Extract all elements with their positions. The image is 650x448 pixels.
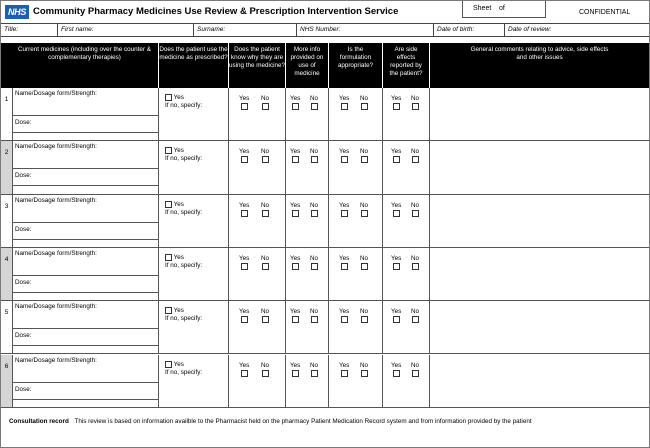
formulation-yes-checkbox[interactable] (341, 210, 348, 217)
side-effects-no-label: No (411, 361, 420, 369)
consultation-record-text: This review is based on information availble to the Pharmacist held on the pharmacy Patient Medication Record system and from information provided by the patient (74, 418, 532, 425)
side-effects-no-checkbox[interactable] (412, 370, 419, 377)
col-current-medicines: Current medicines (including over the counter & complementary therapies) (17, 46, 151, 61)
row-divider (12, 168, 158, 169)
table-header (1, 43, 649, 88)
column-divider (382, 355, 383, 407)
row-divider (12, 328, 158, 329)
more-info-yes-label: Yes (290, 361, 301, 369)
know-why-no-label: No (261, 148, 270, 156)
know-why-yes-label: Yes (239, 148, 250, 156)
comments-field[interactable] (430, 195, 648, 247)
more-info-yes-checkbox[interactable] (292, 263, 299, 270)
row-divider (12, 115, 158, 116)
know-why-no-checkbox[interactable] (262, 103, 269, 110)
know-why-no-label: No (261, 361, 270, 369)
row-divider (12, 275, 158, 276)
comments-field[interactable] (430, 355, 648, 407)
title-field[interactable]: Title: (4, 26, 19, 33)
side-effects-yes-checkbox[interactable] (393, 263, 400, 270)
formulation-no-label: No (360, 361, 369, 369)
know-why-yes-checkbox[interactable] (241, 263, 248, 270)
yes-label: Yes (173, 200, 184, 208)
column-divider (158, 141, 159, 193)
medicine-dose-field[interactable]: Dose: (15, 278, 32, 286)
if-no-label: If no, specify: (165, 368, 203, 376)
know-why-yes-label: Yes (239, 201, 250, 209)
column-divider (228, 301, 229, 353)
row-number: 5 (4, 309, 9, 317)
formulation-no-checkbox[interactable] (361, 316, 368, 323)
column-divider (285, 195, 286, 247)
as-prescribed-yes-checkbox[interactable] (165, 307, 172, 314)
more-info-no-label: No (310, 254, 319, 262)
formulation-yes-label: Yes (339, 148, 350, 156)
formulation-no-checkbox[interactable] (361, 263, 368, 270)
comments-field[interactable] (430, 141, 648, 193)
side-effects-no-label: No (411, 254, 420, 262)
col-as-prescribed: Does the patient use the medicine as prescribed? (158, 43, 228, 88)
formulation-yes-checkbox[interactable] (341, 156, 348, 163)
row-divider (12, 292, 158, 293)
formulation-no-label: No (360, 254, 369, 262)
side-effects-yes-checkbox[interactable] (393, 156, 400, 163)
know-why-yes-checkbox[interactable] (241, 316, 248, 323)
date-of-review-field[interactable]: Date of review: (504, 24, 649, 36)
column-divider (228, 195, 229, 247)
column-divider (285, 248, 286, 300)
formulation-yes-label: Yes (339, 254, 350, 262)
as-prescribed-group (165, 94, 202, 110)
first-name-field[interactable]: First name: (57, 24, 193, 36)
side-effects-no-label: No (411, 95, 420, 102)
more-info-yes-checkbox[interactable] (292, 210, 299, 217)
column-divider (285, 355, 286, 407)
know-why-yes-label: Yes (239, 308, 250, 316)
column-divider (328, 195, 329, 247)
side-effects-no-checkbox[interactable] (412, 210, 419, 217)
know-why-yes-checkbox[interactable] (241, 156, 248, 163)
row-number: 3 (4, 202, 9, 210)
know-why-no-checkbox[interactable] (262, 263, 269, 270)
patient-info-row (1, 23, 649, 37)
col-side-effects: Are side effects reported by the patient? (382, 43, 429, 88)
formulation-no-label: No (360, 308, 369, 316)
more-info-yes-label: Yes (290, 201, 301, 209)
col-know-why: Does the patient know why they are using the medicine? (228, 43, 285, 88)
medicine-dose-field[interactable]: Dose: (15, 119, 32, 126)
table-row (1, 88, 649, 141)
sheet-label: Sheet (473, 5, 492, 12)
more-info-yes-checkbox[interactable] (292, 316, 299, 323)
know-why-yes-label: Yes (239, 361, 250, 369)
table-row (1, 248, 649, 301)
column-divider (328, 248, 329, 300)
table-row (1, 301, 649, 354)
row-divider (12, 239, 158, 240)
if-no-label: If no, specify: (165, 315, 203, 323)
consultation-record-label: Consultation record (9, 418, 69, 425)
more-info-no-checkbox[interactable] (311, 103, 318, 110)
know-why-no-checkbox[interactable] (262, 316, 269, 323)
formulation-yes-checkbox[interactable] (341, 316, 348, 323)
more-info-no-label: No (310, 201, 319, 209)
row-divider (12, 185, 158, 186)
as-prescribed-group (165, 307, 202, 323)
know-why-no-label: No (261, 308, 270, 316)
row-divider (12, 382, 158, 383)
column-divider (382, 248, 383, 300)
column-divider (158, 195, 159, 247)
column-divider (285, 141, 286, 193)
more-info-yes-label: Yes (290, 148, 301, 156)
know-why-yes-label: Yes (239, 254, 250, 262)
formulation-yes-label: Yes (339, 201, 350, 209)
column-divider (228, 88, 229, 140)
know-why-yes-checkbox[interactable] (241, 103, 248, 110)
more-info-no-label: No (310, 95, 319, 102)
side-effects-yes-checkbox[interactable] (393, 210, 400, 217)
more-info-no-checkbox[interactable] (311, 370, 318, 377)
as-prescribed-yes-checkbox[interactable] (165, 147, 172, 154)
formulation-no-label: No (360, 148, 369, 156)
side-effects-yes-label: Yes (391, 95, 402, 102)
column-divider (285, 301, 286, 353)
formulation-yes-checkbox[interactable] (341, 263, 348, 270)
column-divider (158, 248, 159, 300)
sheet-number-box[interactable] (462, 1, 546, 18)
medicine-name-field[interactable]: Name/Dosage form/Strength: (15, 90, 97, 97)
yes-label: Yes (173, 94, 184, 102)
formulation-yes-label: Yes (339, 361, 350, 369)
surname-field[interactable]: Surname: (193, 24, 296, 36)
row-divider (12, 345, 158, 346)
side-effects-yes-label: Yes (391, 308, 402, 316)
table-row (1, 141, 649, 194)
formulation-yes-label: Yes (339, 308, 350, 316)
side-effects-yes-label: Yes (391, 254, 402, 262)
formulation-yes-checkbox[interactable] (341, 103, 348, 110)
yes-label: Yes (173, 147, 184, 155)
side-effects-no-checkbox[interactable] (412, 156, 419, 163)
comments-field[interactable] (430, 301, 648, 353)
side-effects-no-checkbox[interactable] (412, 103, 419, 110)
row-number: 4 (1, 248, 12, 300)
row-number: 2 (1, 141, 12, 193)
comments-field[interactable] (430, 248, 648, 300)
as-prescribed-group (165, 201, 202, 217)
if-no-label: If no, specify: (165, 262, 203, 270)
formulation-no-checkbox[interactable] (361, 210, 368, 217)
formulation-no-checkbox[interactable] (361, 370, 368, 377)
more-info-yes-checkbox[interactable] (292, 370, 299, 377)
more-info-no-checkbox[interactable] (311, 210, 318, 217)
formulation-yes-checkbox[interactable] (341, 370, 348, 377)
more-info-no-checkbox[interactable] (311, 263, 318, 270)
yes-label: Yes (173, 254, 184, 262)
column-divider (158, 301, 159, 353)
medicine-name-field[interactable]: Name/Dosage form/Strength: (15, 249, 97, 257)
if-no-label: If no, specify: (165, 102, 203, 110)
know-why-no-checkbox[interactable] (262, 370, 269, 377)
side-effects-no-checkbox[interactable] (412, 316, 419, 323)
more-info-no-label: No (310, 361, 319, 369)
column-divider (328, 301, 329, 353)
formulation-no-label: No (360, 201, 369, 209)
side-effects-yes-checkbox[interactable] (393, 316, 400, 323)
of-label: of (499, 5, 505, 12)
comments-field[interactable] (430, 88, 648, 140)
more-info-yes-label: Yes (290, 95, 301, 102)
side-effects-no-checkbox[interactable] (412, 263, 419, 270)
row-divider (12, 132, 158, 133)
side-effects-no-label: No (411, 148, 420, 156)
formulation-no-checkbox[interactable] (361, 103, 368, 110)
col-more-info: More info provided on use of medicine (285, 43, 328, 88)
if-no-label: If no, specify: (165, 155, 203, 163)
as-prescribed-group (165, 147, 202, 163)
more-info-yes-checkbox[interactable] (292, 103, 299, 110)
col-comments: General comments relating to advice, side effects and other issues (429, 43, 649, 88)
side-effects-no-label: No (411, 201, 420, 209)
form-title: Community Pharmacy Medicines Use Review & Prescription Intervention Service (33, 6, 399, 17)
as-prescribed-yes-checkbox[interactable] (165, 94, 172, 101)
more-info-no-label: No (310, 308, 319, 316)
table-row (1, 195, 649, 248)
column-divider (228, 355, 229, 407)
as-prescribed-group (165, 361, 202, 377)
more-info-no-checkbox[interactable] (311, 316, 318, 323)
medicine-name-field[interactable]: Name/Dosage form/Strength: (15, 303, 97, 311)
column-divider (285, 88, 286, 140)
column-divider (382, 195, 383, 247)
formulation-yes-label: Yes (339, 95, 350, 102)
know-why-no-label: No (261, 254, 270, 262)
as-prescribed-yes-checkbox[interactable] (165, 254, 172, 261)
table-row (1, 355, 649, 408)
know-why-no-label: No (261, 201, 270, 209)
medicine-name-field[interactable]: Name/Dosage form/Strength: (15, 356, 97, 364)
column-divider (228, 141, 229, 193)
confidential-label: CONFIDENTIAL (579, 9, 631, 16)
column-divider (382, 88, 383, 140)
as-prescribed-yes-checkbox[interactable] (165, 201, 172, 208)
more-info-yes-checkbox[interactable] (292, 156, 299, 163)
consultation-record (9, 418, 532, 425)
row-divider (12, 222, 158, 223)
medicine-dose-field[interactable]: Dose: (15, 172, 32, 180)
column-divider (382, 301, 383, 353)
more-info-yes-label: Yes (290, 308, 301, 316)
more-info-no-checkbox[interactable] (311, 156, 318, 163)
medicine-dose-field[interactable]: Dose: (15, 225, 32, 233)
col-formulation: Is the formulation appropriate? (328, 43, 382, 88)
if-no-label: If no, specify: (165, 208, 203, 216)
medicine-name-field[interactable]: Name/Dosage form/Strength: (15, 143, 97, 151)
side-effects-yes-label: Yes (391, 148, 402, 156)
know-why-no-checkbox[interactable] (262, 210, 269, 217)
formulation-no-checkbox[interactable] (361, 156, 368, 163)
side-effects-yes-label: Yes (391, 201, 402, 209)
more-info-no-label: No (310, 148, 319, 156)
nhs-logo: NHS (5, 5, 29, 19)
side-effects-yes-label: Yes (391, 361, 402, 369)
column-divider (158, 355, 159, 407)
row-number: 6 (1, 355, 12, 407)
know-why-yes-label: Yes (239, 95, 250, 102)
column-divider (328, 88, 329, 140)
side-effects-yes-checkbox[interactable] (393, 370, 400, 377)
medicine-dose-field[interactable]: Dose: (15, 385, 32, 393)
know-why-yes-checkbox[interactable] (241, 370, 248, 377)
know-why-no-label: No (261, 95, 270, 102)
column-divider (158, 88, 159, 140)
as-prescribed-group (165, 254, 202, 270)
date-of-birth-field[interactable]: Date of birth: (433, 24, 504, 36)
column-divider (328, 141, 329, 193)
side-effects-no-label: No (411, 308, 420, 316)
yes-label: Yes (173, 307, 184, 315)
know-why-yes-checkbox[interactable] (241, 210, 248, 217)
nhs-number-field[interactable]: NHS Number: (296, 24, 433, 36)
column-divider (382, 141, 383, 193)
row-divider (12, 399, 158, 400)
row-number: 1 (4, 96, 9, 103)
more-info-yes-label: Yes (290, 254, 301, 262)
column-divider (328, 355, 329, 407)
column-divider (228, 248, 229, 300)
side-effects-yes-checkbox[interactable] (393, 103, 400, 110)
know-why-no-checkbox[interactable] (262, 156, 269, 163)
yes-label: Yes (173, 360, 184, 368)
as-prescribed-yes-checkbox[interactable] (165, 361, 172, 368)
medicine-dose-field[interactable]: Dose: (15, 332, 32, 340)
medicine-name-field[interactable]: Name/Dosage form/Strength: (15, 196, 97, 204)
formulation-no-label: No (360, 95, 369, 102)
